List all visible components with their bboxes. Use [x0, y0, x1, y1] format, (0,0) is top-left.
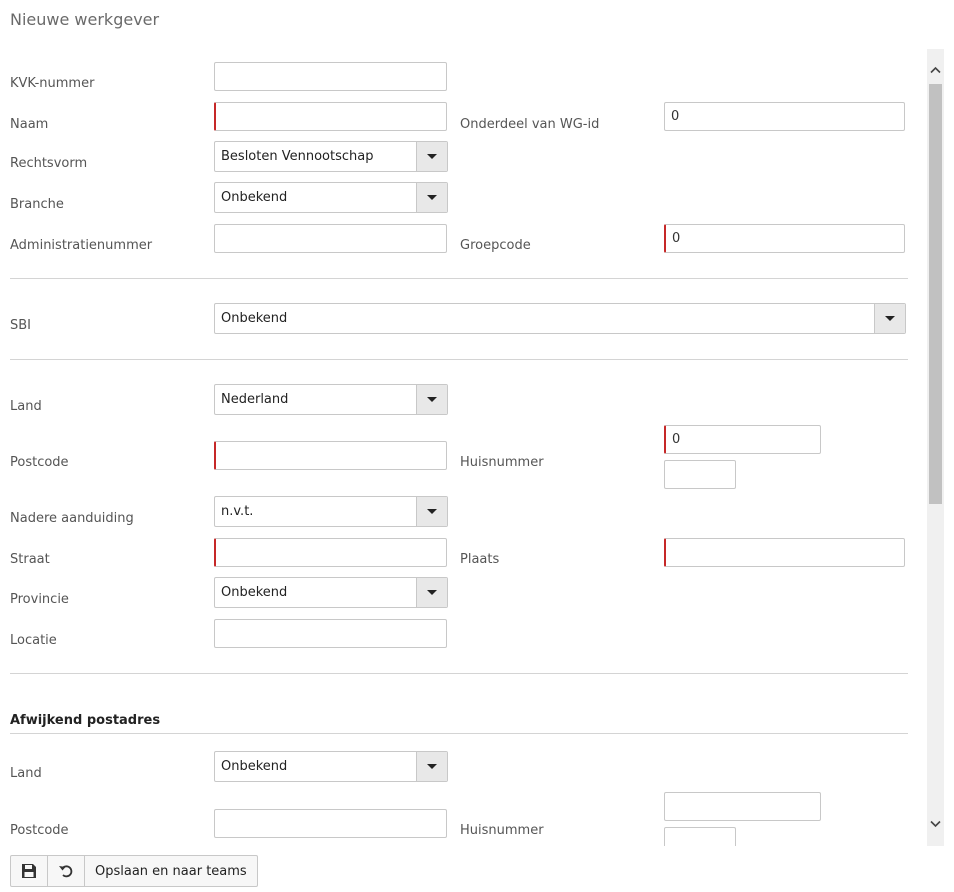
provincie-label: Provincie [10, 592, 69, 607]
land-label: Land [10, 399, 42, 414]
postcode-label: Postcode [10, 455, 69, 470]
onderdeel-label: Onderdeel van WG-id [460, 117, 600, 132]
nadere-aanduiding-select[interactable] [214, 496, 448, 527]
chevron-down-icon[interactable] [416, 142, 447, 171]
rechtsvorm-select[interactable] [214, 141, 448, 172]
branche-label: Branche [10, 197, 64, 212]
sbi-label: SBI [10, 318, 32, 333]
postadres-huisnummer-input[interactable] [664, 792, 821, 821]
rechtsvorm-label: Rechtsvorm [10, 156, 88, 171]
nadere-aanduiding-value: n.v.t. [221, 504, 254, 519]
chevron-down-icon[interactable] [416, 497, 447, 526]
kvk-label: KVK-nummer [10, 76, 95, 91]
postadres-postcode-input[interactable] [214, 809, 447, 838]
branche-select[interactable] [214, 182, 448, 213]
chevron-down-icon[interactable] [416, 385, 447, 414]
bottom-toolbar [10, 855, 258, 887]
straat-input[interactable] [214, 538, 447, 567]
save-icon [21, 863, 37, 879]
sbi-select[interactable] [214, 303, 906, 334]
locatie-label: Locatie [10, 633, 57, 648]
plaats-input[interactable] [664, 538, 905, 567]
land-select[interactable] [214, 384, 448, 415]
divider [10, 278, 908, 279]
undo-icon [58, 863, 74, 879]
sbi-value: Onbekend [221, 311, 288, 326]
administratienummer-input[interactable] [214, 224, 447, 253]
huisnummer-label: Huisnummer [460, 455, 544, 470]
branche-value: Onbekend [221, 190, 288, 205]
chevron-down-icon[interactable] [927, 816, 944, 833]
postadres-land-value: Onbekend [221, 759, 288, 774]
postadres-huisnummer-label: Huisnummer [460, 823, 544, 838]
chevron-down-icon[interactable] [416, 752, 447, 781]
plaats-label: Plaats [460, 552, 500, 567]
postadres-land-label: Land [10, 766, 42, 781]
kvk-input[interactable] [214, 62, 447, 91]
postcode-input[interactable] [214, 441, 447, 470]
chevron-up-icon[interactable] [927, 62, 944, 79]
provincie-value: Onbekend [221, 585, 288, 600]
locatie-input[interactable] [214, 619, 447, 648]
nadere-aanduiding-label: Nadere aanduiding [10, 511, 134, 526]
postadres-huisnummer-toevoeging-input[interactable] [664, 827, 736, 846]
provincie-select[interactable] [214, 577, 448, 608]
naam-label: Naam [10, 117, 49, 132]
page-title: Nieuwe werkgever [10, 10, 160, 29]
vertical-scrollbar[interactable] [927, 49, 944, 846]
onderdeel-input[interactable]: 0 [664, 102, 905, 131]
straat-label: Straat [10, 552, 50, 567]
divider [10, 673, 908, 674]
groepcode-label: Groepcode [460, 238, 531, 253]
huisnummer-input[interactable]: 0 [664, 425, 821, 454]
divider [10, 733, 908, 734]
huisnummer-toevoeging-input[interactable] [664, 460, 736, 489]
divider [10, 359, 908, 360]
postadres-land-select[interactable] [214, 751, 448, 782]
chevron-down-icon[interactable] [416, 183, 447, 212]
chevron-down-icon[interactable] [416, 578, 447, 607]
groepcode-input[interactable]: 0 [664, 224, 905, 253]
save-to-teams-button[interactable]: Opslaan en naar teams [95, 863, 247, 879]
rechtsvorm-value: Besloten Vennootschap [221, 149, 374, 164]
naam-input[interactable] [214, 102, 447, 131]
save-button[interactable] [11, 856, 48, 886]
chevron-down-icon[interactable] [874, 304, 905, 333]
scrollbar-thumb[interactable] [929, 84, 942, 504]
land-value: Nederland [221, 392, 289, 407]
undo-button[interactable] [48, 856, 85, 886]
postadres-postcode-label: Postcode [10, 823, 69, 838]
postadres-section-title: Afwijkend postadres [10, 713, 161, 728]
administratienummer-label: Administratienummer [10, 238, 153, 253]
